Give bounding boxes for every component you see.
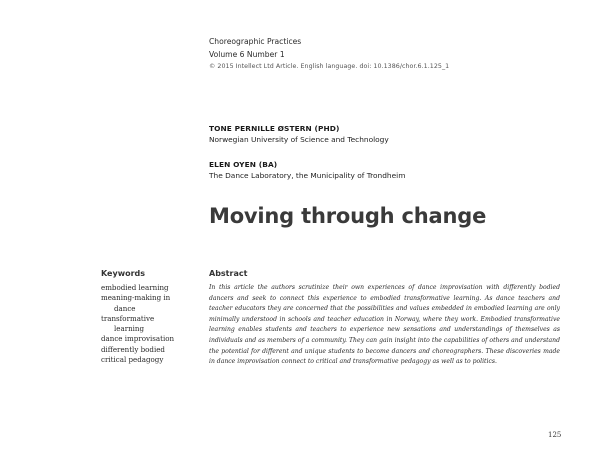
- keyword-item: differently bodied: [101, 344, 165, 354]
- keyword-item: embodied learning: [101, 283, 169, 292]
- article-title: Moving through change: [209, 204, 487, 228]
- abstract-heading: Abstract: [209, 269, 248, 278]
- abstract-text: In this article the authors scrutinize their own experiences of dance improvisation with differently bodied dancers and seek to connect this experience to embodied transformative learning. As dance teachers and teacher educators they are concerned that the possibilities and values embedded in embodied learning are only minimally understood in schools and teacher education in Norway, where they work. Embodied transformative learning enables students and teachers to experience new sensations and understandings of themselves as individuals and as members of a community. They can gain insight into the capabilities of others and understand the potential for different and unique students to become dancers and choreographers. These discoveries made in dance improvisation connect to critical and transformative pedagogy as well as to politics.: [209, 284, 560, 366]
- keywords-list: [101, 283, 174, 365]
- keyword-item: dance: [114, 303, 136, 313]
- journal-volume: Volume 6 Number 1: [209, 49, 285, 59]
- author-name: TONE PERNILLE ØSTERN (PHD): [209, 124, 340, 133]
- page-number: 125: [548, 431, 562, 439]
- author-block-2: [209, 159, 405, 181]
- copyright-doi: © 2015 Intellect Ltd Article. English language. doi: 10.1386/chor.6.1.125_1: [209, 63, 450, 70]
- keyword-item: transformative: [101, 313, 155, 323]
- keyword-item: critical pedagogy: [101, 355, 164, 365]
- journal-name: Choreographic Practices: [209, 37, 302, 46]
- journal-header: [209, 36, 449, 74]
- keywords-heading: Keywords: [101, 269, 146, 278]
- author-block-1: [209, 123, 389, 145]
- keyword-item: learning: [114, 324, 145, 334]
- author-affiliation: Norwegian University of Science and Technology: [209, 135, 389, 144]
- author-name: ELEN OYEN (BA): [209, 160, 278, 169]
- keyword-item: meaning-making in: [101, 293, 171, 303]
- keyword-item: dance improvisation: [101, 334, 175, 344]
- author-affiliation: The Dance Laboratory, the Municipality of Trondheim: [209, 171, 406, 180]
